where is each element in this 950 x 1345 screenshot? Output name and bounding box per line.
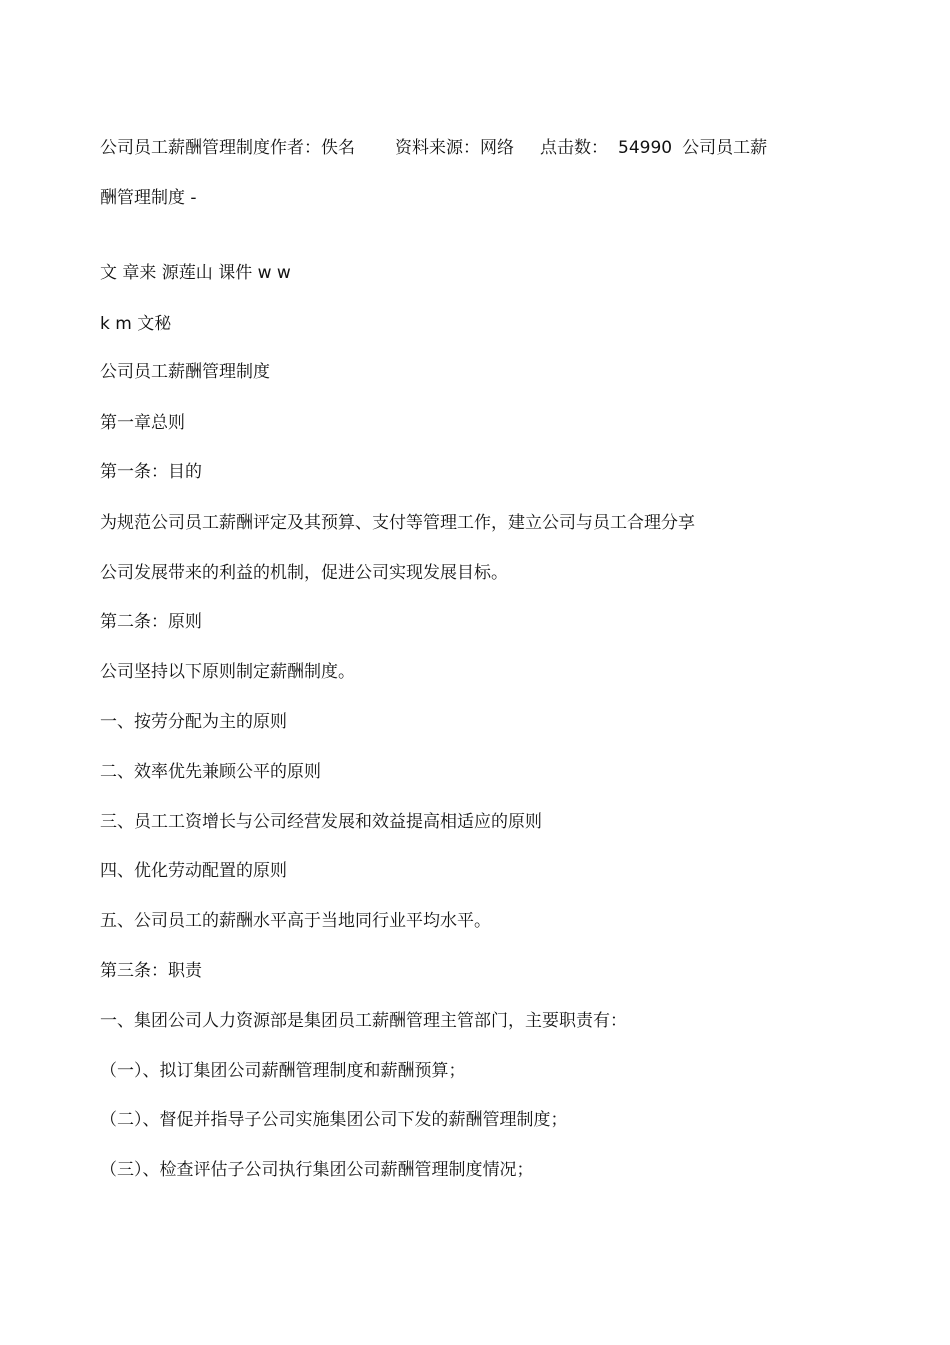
article-1-heading: 第一条：目的 <box>100 462 202 482</box>
header-line <box>100 136 767 160</box>
principle-3: 三、员工工资增长与公司经营发展和效益提高相适应的原则 <box>100 812 542 832</box>
header-hits-label: 点击数： <box>540 138 608 158</box>
principle-4: 四、优化劳动配置的原则 <box>100 861 287 881</box>
principle-5: 五、公司员工的薪酬水平高于当地同行业平均水平。 <box>100 911 491 931</box>
header-source: 资料来源：网络 <box>395 138 514 158</box>
source-note-line-2: k m 文秘 <box>100 314 172 334</box>
duty-1: 一、集团公司人力资源部是集团员工薪酬管理主管部门，主要职责有： <box>100 1011 627 1031</box>
principle-1: 一、按劳分配为主的原则 <box>100 712 287 732</box>
duty-1-item-b: （二）、督促并指导子公司实施集团公司下发的薪酬管理制度； <box>100 1110 568 1130</box>
article-3-heading: 第三条：职责 <box>100 961 202 981</box>
duty-1-item-c: （三）、检查评估子公司执行集团公司薪酬管理制度情况； <box>100 1160 534 1180</box>
article-2-intro: 公司坚持以下原则制定薪酬制度。 <box>100 662 355 682</box>
header-hits-value: 54990 <box>618 138 673 158</box>
header-title-continuation: 酬管理制度 - <box>100 188 197 208</box>
principle-2: 二、效率优先兼顾公平的原则 <box>100 762 321 782</box>
header-title-tail: 公司员工薪 <box>682 138 768 158</box>
duty-1-item-a: （一）、拟订集团公司薪酬管理制度和薪酬预算； <box>100 1061 466 1081</box>
article-1-paragraph-line-1: 为规范公司员工薪酬评定及其预算、支付等管理工作，建立公司与员工合理分享 <box>100 513 695 533</box>
header-title-author: 公司员工薪酬管理制度作者：佚名 <box>100 138 355 158</box>
chapter-heading: 第一章总则 <box>100 413 185 433</box>
source-note-line-1: 文 章来 源莲山 课件 w w <box>100 263 291 283</box>
article-1-paragraph-line-2: 公司发展带来的利益的机制，促进公司实现发展目标。 <box>100 563 508 583</box>
article-2-heading: 第二条：原则 <box>100 612 202 632</box>
doc-title: 公司员工薪酬管理制度 <box>100 362 270 382</box>
